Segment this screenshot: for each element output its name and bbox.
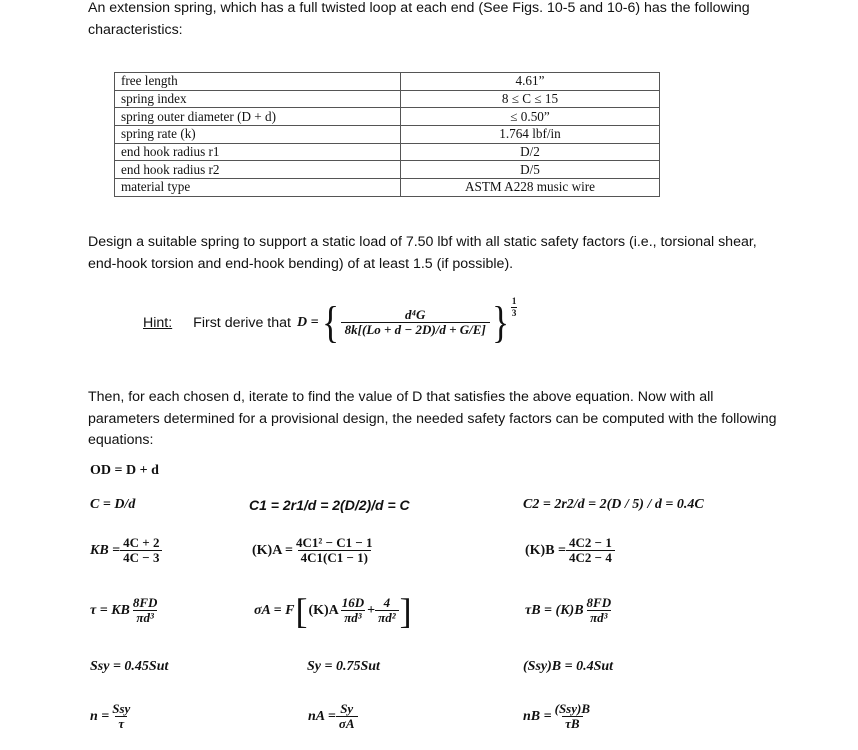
- eq-tau-num: 8FD: [132, 595, 158, 610]
- eq-na-lhs: nA =: [308, 709, 336, 725]
- eq-sy: Sy = 0.75Sut: [307, 659, 380, 674]
- eq-kb-frac: [120, 536, 162, 566]
- eq-c2: C2 = 2r2/d = 2(D / 5) / d = 0.4C: [523, 497, 704, 512]
- eq-kbb: [525, 536, 615, 566]
- row-label: material type: [115, 179, 401, 197]
- eq-tau-lhs: τ = KB: [90, 603, 130, 619]
- row-label: spring outer diameter (D + d): [115, 108, 401, 126]
- eq-kb-num: 4C + 2: [123, 535, 160, 550]
- eq-na-num: Sy: [340, 701, 354, 716]
- eq-taub-lhs: τB = (K)B: [525, 603, 584, 619]
- eq-sigma-num2: 4: [383, 594, 391, 610]
- eq-tau-den: πd³: [133, 610, 157, 626]
- characteristics-table: [114, 72, 660, 197]
- table-row: [115, 108, 660, 126]
- row-label: free length: [115, 73, 401, 91]
- eq-kb-lhs: KB =: [90, 543, 121, 559]
- hint-label: Hint:: [143, 315, 173, 331]
- table-row: [115, 126, 660, 144]
- left-bracket: [: [295, 591, 308, 631]
- row-value: D/5: [401, 161, 660, 179]
- right-brace: }: [491, 298, 509, 347]
- row-value: ≤ 0.50”: [401, 108, 660, 126]
- eq-sigma-frac2: [375, 596, 399, 626]
- row-value: 8 ≤ C ≤ 15: [401, 90, 660, 108]
- eq-ka-frac: [293, 536, 376, 566]
- eq-ssy: Ssy = 0.45Sut: [90, 659, 169, 674]
- eq-ka-num: 4C1² − C1 − 1: [296, 535, 373, 550]
- eq-nb-lhs: nB =: [523, 709, 552, 725]
- eq-kb-den: 4C − 3: [120, 550, 162, 566]
- row-label: end hook radius r1: [115, 143, 401, 161]
- eq-taub-frac: [584, 596, 615, 626]
- eq-tau: [90, 596, 160, 626]
- then-paragraph: [88, 387, 780, 452]
- eq-kb: [90, 536, 162, 566]
- eq-tau-frac: [130, 596, 161, 626]
- intro-text: An extension spring, which has a full twisted loop at each end (See Figs. 10-5 and 10-6) has the following characteristics:: [88, 0, 750, 38]
- exponent-denominator: 3: [511, 307, 517, 318]
- eq-n-frac: [109, 702, 133, 732]
- hint-line: [143, 293, 517, 353]
- eq-n: [90, 702, 133, 732]
- hint-formula-lhs: D =: [296, 315, 319, 330]
- design-paragraph: [88, 232, 788, 275]
- eq-sigma-den1: πd³: [341, 610, 365, 626]
- eq-ka-den: 4C1(C1 − 1): [298, 550, 371, 566]
- eq-ka: [252, 536, 376, 566]
- table-row: [115, 90, 660, 108]
- eq-sigma-frac1: [339, 596, 367, 626]
- row-value: ASTM A228 music wire: [401, 179, 660, 197]
- hint-denominator: 8k[(Lo + d − 2D)/d + G/E]: [341, 322, 490, 338]
- then-text: Then, for each chosen d, iterate to find the value of D that satisfies the above equation. Now with all parameters determined for a provisional design, the needed safety factors can be computed with the following equations:: [88, 389, 777, 448]
- eq-nb: [523, 702, 593, 732]
- hint-text: First derive that: [193, 315, 291, 331]
- table-row: [115, 179, 660, 197]
- eq-sigma-num1: 16D: [341, 594, 365, 610]
- eq-c: C = D/d: [90, 497, 136, 512]
- row-label: spring rate (k): [115, 126, 401, 144]
- hint-exponent: [511, 297, 518, 318]
- eq-kbb-lhs: (K)B =: [525, 543, 567, 559]
- hint-formula: [296, 296, 517, 347]
- eq-nb-frac: [552, 702, 593, 732]
- eq-kbb-num: 4C2 − 1: [569, 535, 612, 550]
- row-value: 1.764 lbf/in: [401, 126, 660, 144]
- eq-ssyb: (Ssy)B = 0.4Sut: [523, 659, 614, 674]
- eq-sigma-den2: πd²: [375, 610, 399, 626]
- eq-c1: C1 = 2r1/d = 2(D/2)/d = C: [249, 497, 410, 513]
- eq-sigma: [254, 593, 412, 629]
- eq-n-lhs: n =: [90, 709, 110, 725]
- eq-n-num: Ssy: [112, 701, 131, 716]
- eq-od: OD = D + d: [90, 463, 159, 478]
- left-brace: {: [321, 298, 339, 347]
- eq-taub-num: 8FD: [586, 595, 612, 610]
- hint-fraction: [341, 308, 490, 338]
- row-value: D/2: [401, 143, 660, 161]
- eq-kbb-frac: [566, 536, 615, 566]
- eq-taub: [525, 596, 614, 626]
- right-bracket: ]: [399, 591, 412, 631]
- hint-numerator: d⁴G: [405, 306, 426, 322]
- table-row: [115, 161, 660, 179]
- table-row: [115, 143, 660, 161]
- row-label: end hook radius r2: [115, 161, 401, 179]
- eq-ka-lhs: (K)A =: [252, 543, 294, 559]
- intro-paragraph: [88, 0, 798, 41]
- eq-sigma-k: (K)A: [308, 603, 339, 618]
- exponent-numerator: 1: [511, 296, 517, 306]
- row-value: 4.61”: [401, 73, 660, 91]
- eq-sigma-plus: +: [367, 603, 376, 618]
- eq-taub-den: πd³: [587, 610, 611, 626]
- eq-na-den: σA: [336, 716, 358, 732]
- eq-nb-num: (Ssy)B: [554, 701, 590, 716]
- eq-na-frac: [336, 702, 358, 732]
- eq-sigma-lhs: σA = F: [254, 603, 295, 618]
- row-label: spring index: [115, 90, 401, 108]
- eq-na: [308, 702, 358, 732]
- design-text: Design a suitable spring to support a static load of 7.50 lbf with all static safety factors (i.e., torsional shear, end-hook torsion and end-hook bending) of at least 1.5 (if possible).: [88, 234, 757, 272]
- eq-nb-den: τB: [562, 716, 582, 732]
- eq-n-den: τ: [115, 716, 127, 732]
- table-row: [115, 73, 660, 91]
- eq-kbb-den: 4C2 − 4: [566, 550, 615, 566]
